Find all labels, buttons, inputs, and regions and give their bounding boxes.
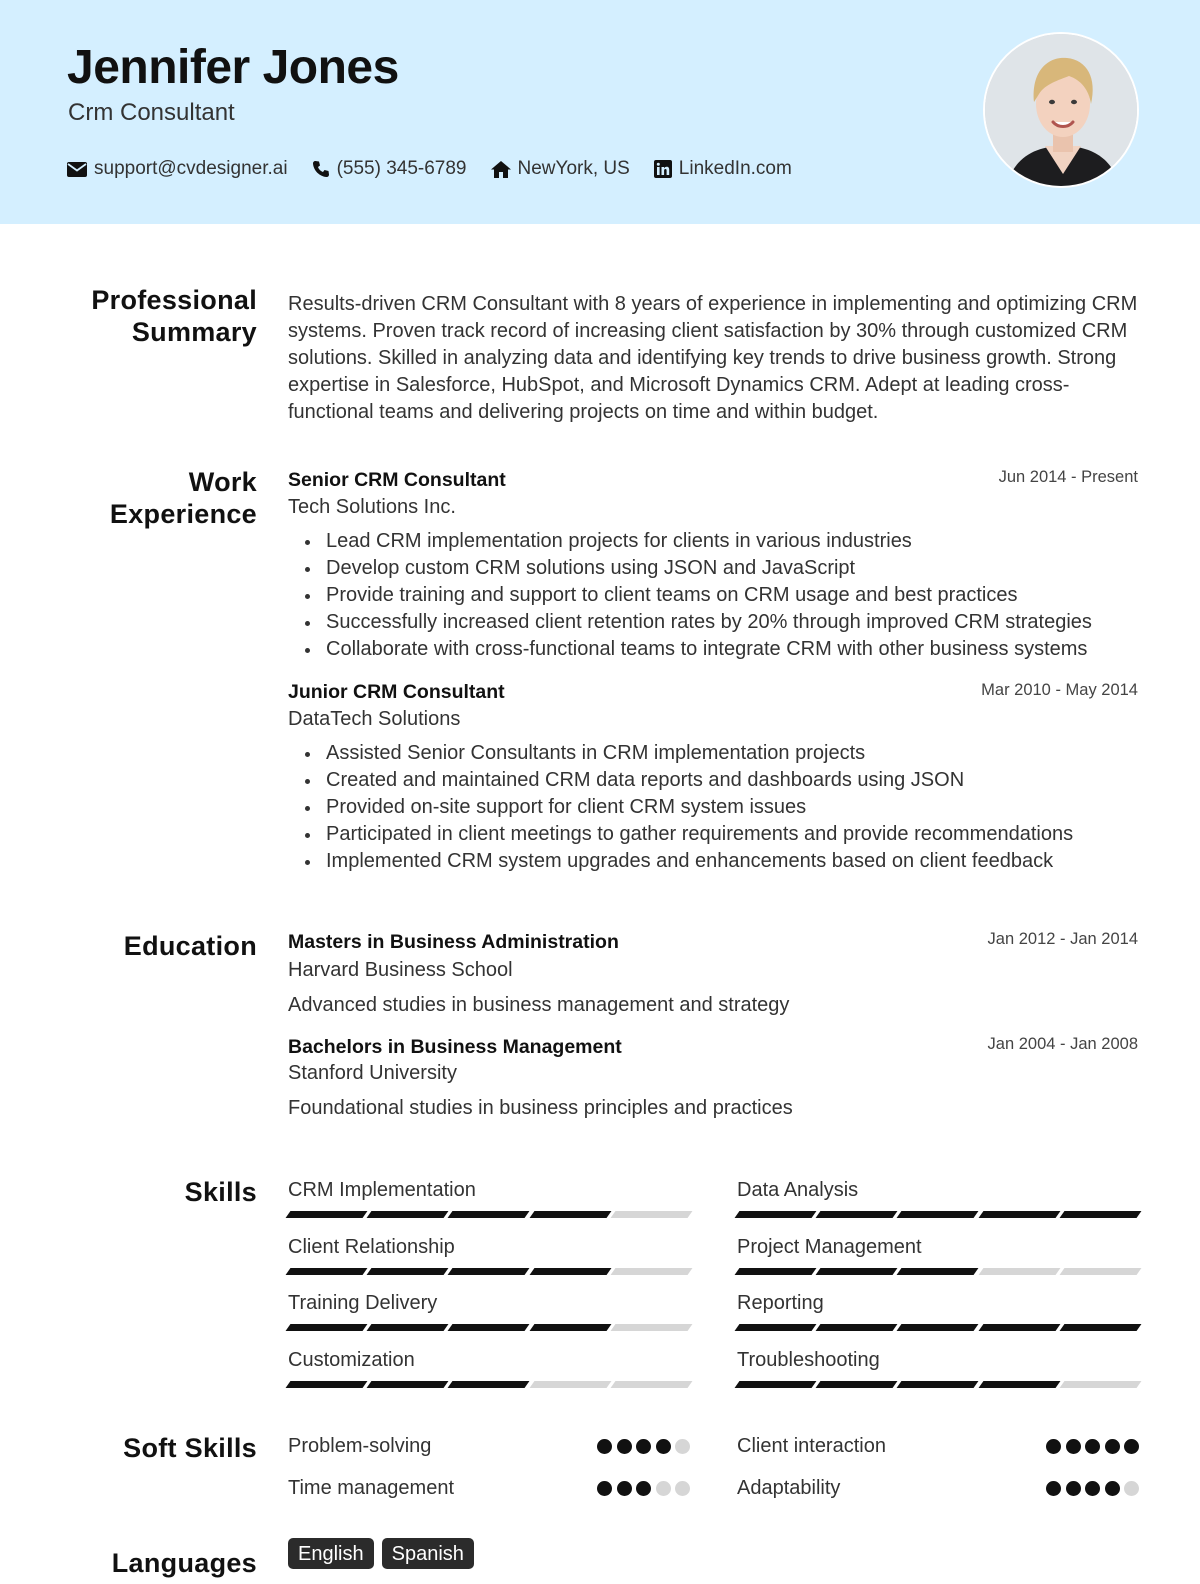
- phone-text: (555) 345-6789: [336, 158, 467, 179]
- education-dates: Jan 2004 - Jan 2008: [987, 1035, 1138, 1053]
- skill-level-segment: [610, 1381, 692, 1388]
- rating-dot: [1066, 1439, 1081, 1454]
- linkedin-text: LinkedIn.com: [678, 158, 792, 179]
- contact-bar: [67, 158, 816, 180]
- section-label-line: Experience: [109, 499, 257, 529]
- skill-name: CRM Implementation: [288, 1179, 476, 1201]
- skill-level-segment: [448, 1211, 530, 1218]
- job-dates: Jun 2014 - Present: [998, 468, 1138, 486]
- rating-dot: [636, 1481, 651, 1496]
- summary-text: Results-driven CRM Consultant with 8 years of experience in implementing and optimizing CRM systems. Proven track record of increasing client satisfaction by 30% through customized CRM solutions. Skilled in analyzing data and identifying key trends to drive business growth. Strong expertise in Salesforce, HubSpot, and Microsoft Dynamics CRM. Adept at leading cross-functional teams and delivering projects on time and within budget.: [288, 293, 1138, 423]
- skill-level-segment: [735, 1211, 817, 1218]
- skill-name: Project Management: [737, 1236, 922, 1258]
- rating-dot: [1105, 1481, 1120, 1496]
- list-item: Lead CRM implementation projects for clients in various industries: [288, 528, 1158, 555]
- skill-level-segment: [610, 1268, 692, 1275]
- job-title: Senior CRM Consultant: [288, 469, 506, 491]
- skill-level-segment: [816, 1268, 898, 1275]
- skill-level-segment: [448, 1381, 530, 1388]
- skill-level-segment: [367, 1268, 449, 1275]
- soft-skill-name: Time management: [288, 1477, 454, 1499]
- soft-skill-rating: [593, 1439, 691, 1454]
- list-item: Participated in client meetings to gather requirements and provide recommendations: [288, 821, 1158, 848]
- skill-item: [737, 1291, 1139, 1331]
- rating-dot: [675, 1481, 690, 1496]
- skill-level-segment: [286, 1381, 368, 1388]
- envelope-icon: [67, 162, 87, 177]
- email-text: support@cvdesigner.ai: [94, 158, 288, 179]
- list-item: Provide training and support to client teams on CRM usage and best practices: [288, 582, 1158, 609]
- education-degree: Masters in Business Administration: [288, 931, 619, 953]
- soft-skill-item: [288, 1435, 690, 1458]
- skill-level-bar: [288, 1324, 690, 1331]
- education-dates: Jan 2012 - Jan 2014: [987, 930, 1138, 948]
- skill-level-segment: [367, 1381, 449, 1388]
- section-label-line: Summary: [131, 317, 257, 347]
- skill-level-segment: [529, 1381, 611, 1388]
- language-badge: Spanish: [382, 1538, 474, 1569]
- job-company: Tech Solutions Inc.: [288, 496, 456, 518]
- skill-item: [288, 1235, 690, 1275]
- skill-level-segment: [529, 1324, 611, 1331]
- rating-dot: [597, 1439, 612, 1454]
- list-item: Provided on-site support for client CRM system issues: [288, 794, 1158, 821]
- skill-name: Training Delivery: [288, 1292, 438, 1314]
- rating-dot: [1085, 1481, 1100, 1496]
- skill-level-segment: [978, 1324, 1060, 1331]
- skill-level-bar: [737, 1381, 1139, 1388]
- skill-level-segment: [367, 1324, 449, 1331]
- rating-dot: [1124, 1439, 1139, 1454]
- skill-level-segment: [978, 1211, 1060, 1218]
- education-school: Harvard Business School: [288, 959, 513, 981]
- skill-level-segment: [529, 1211, 611, 1218]
- list-item: Assisted Senior Consultants in CRM implementation projects: [288, 740, 1158, 767]
- education-description: Foundational studies in business principles and practices: [288, 1097, 793, 1119]
- skill-level-segment: [897, 1211, 979, 1218]
- home-icon: [491, 161, 511, 178]
- skill-name: Reporting: [737, 1292, 824, 1314]
- rating-dot: [636, 1439, 651, 1454]
- phone-icon: [312, 160, 330, 178]
- skill-name: Client Relationship: [288, 1236, 455, 1258]
- list-item: Collaborate with cross-functional teams to integrate CRM with other business systems: [288, 636, 1158, 663]
- education-description: Advanced studies in business management and strategy: [288, 994, 790, 1016]
- skill-level-bar: [737, 1211, 1139, 1218]
- skill-level-segment: [367, 1211, 449, 1218]
- skill-level-bar: [288, 1211, 690, 1218]
- rating-dot: [617, 1481, 632, 1496]
- skill-level-segment: [816, 1324, 898, 1331]
- skill-level-segment: [286, 1268, 368, 1275]
- rating-dot: [617, 1439, 632, 1454]
- skill-level-segment: [735, 1324, 817, 1331]
- skill-level-segment: [1059, 1268, 1141, 1275]
- rating-dot: [1124, 1481, 1139, 1496]
- resume-header: [0, 0, 1200, 224]
- skill-item: [737, 1235, 1139, 1275]
- section-label-skills: Skills: [184, 1177, 257, 1207]
- list-item: Develop custom CRM solutions using JSON and JavaScript: [288, 555, 1158, 582]
- skill-item: [288, 1291, 690, 1331]
- skill-level-segment: [897, 1268, 979, 1275]
- language-badge: English: [288, 1538, 374, 1569]
- section-label-soft-skills: Soft Skills: [123, 1433, 257, 1463]
- contact-location: [491, 158, 630, 180]
- skill-level-segment: [286, 1211, 368, 1218]
- job-bullets: [288, 528, 1158, 663]
- skill-level-bar: [737, 1324, 1139, 1331]
- skill-level-segment: [978, 1268, 1060, 1275]
- rating-dot: [1046, 1481, 1061, 1496]
- section-label-education: Education: [123, 931, 257, 961]
- section-label-languages: Languages: [111, 1548, 257, 1578]
- skill-item: [737, 1178, 1139, 1218]
- job-bullets: [288, 740, 1158, 875]
- rating-dot: [656, 1481, 671, 1496]
- education-degree: Bachelors in Business Management: [288, 1036, 622, 1058]
- rating-dot: [1105, 1439, 1120, 1454]
- linkedin-icon: [654, 160, 672, 178]
- skill-name: Troubleshooting: [737, 1349, 880, 1371]
- job-dates: Mar 2010 - May 2014: [981, 681, 1138, 699]
- skill-name: Data Analysis: [737, 1179, 859, 1201]
- skill-level-segment: [529, 1268, 611, 1275]
- candidate-title: Crm Consultant: [68, 99, 235, 126]
- section-label-experience: [110, 466, 257, 530]
- soft-skill-name: Problem-solving: [288, 1435, 432, 1457]
- section-label-line: Professional: [91, 285, 257, 315]
- contact-linkedin[interactable]: [654, 158, 792, 180]
- list-item: Successfully increased client retention rates by 20% through improved CRM strategies: [288, 609, 1158, 636]
- language-list: [288, 1538, 482, 1569]
- rating-dot: [1085, 1439, 1100, 1454]
- section-label-line: Work: [188, 467, 257, 497]
- rating-dot: [656, 1439, 671, 1454]
- skill-name: Customization: [288, 1349, 415, 1371]
- education-school: Stanford University: [288, 1062, 457, 1084]
- skill-item: [737, 1348, 1139, 1388]
- skill-level-segment: [816, 1211, 898, 1218]
- skill-item: [288, 1178, 690, 1218]
- contact-email[interactable]: [67, 158, 288, 180]
- soft-skill-rating: [593, 1481, 691, 1496]
- skill-level-segment: [816, 1381, 898, 1388]
- skill-level-segment: [1059, 1381, 1141, 1388]
- soft-skill-rating: [1042, 1481, 1140, 1496]
- job-company: DataTech Solutions: [288, 708, 461, 730]
- rating-dot: [675, 1439, 690, 1454]
- skill-level-segment: [610, 1211, 692, 1218]
- rating-dot: [1066, 1481, 1081, 1496]
- skill-level-segment: [1059, 1211, 1141, 1218]
- skill-level-bar: [288, 1381, 690, 1388]
- skill-level-bar: [737, 1268, 1139, 1275]
- skill-level-bar: [288, 1268, 690, 1275]
- skill-level-segment: [978, 1381, 1060, 1388]
- rating-dot: [597, 1481, 612, 1496]
- soft-skill-item: [737, 1477, 1139, 1500]
- skill-level-segment: [448, 1268, 530, 1275]
- list-item: Created and maintained CRM data reports and dashboards using JSON: [288, 767, 1158, 794]
- skill-level-segment: [1059, 1324, 1141, 1331]
- skill-item: [288, 1348, 690, 1388]
- location-text: NewYork, US: [517, 158, 630, 179]
- skill-level-segment: [735, 1381, 817, 1388]
- profile-photo: [983, 32, 1139, 188]
- section-label-summary: [91, 284, 257, 348]
- soft-skill-item: [737, 1435, 1139, 1458]
- skill-level-segment: [897, 1324, 979, 1331]
- skill-level-segment: [286, 1324, 368, 1331]
- skill-level-segment: [448, 1324, 530, 1331]
- soft-skill-name: Client interaction: [737, 1435, 886, 1457]
- skill-level-segment: [610, 1324, 692, 1331]
- candidate-name: Jennifer Jones: [67, 41, 399, 94]
- skill-level-segment: [735, 1268, 817, 1275]
- job-title: Junior CRM Consultant: [288, 681, 505, 703]
- rating-dot: [1046, 1439, 1061, 1454]
- soft-skill-item: [288, 1477, 690, 1500]
- list-item: Implemented CRM system upgrades and enhancements based on client feedback: [288, 848, 1158, 875]
- contact-phone[interactable]: [312, 158, 467, 180]
- skill-level-segment: [897, 1381, 979, 1388]
- soft-skill-rating: [1042, 1439, 1140, 1454]
- soft-skill-name: Adaptability: [737, 1477, 841, 1499]
